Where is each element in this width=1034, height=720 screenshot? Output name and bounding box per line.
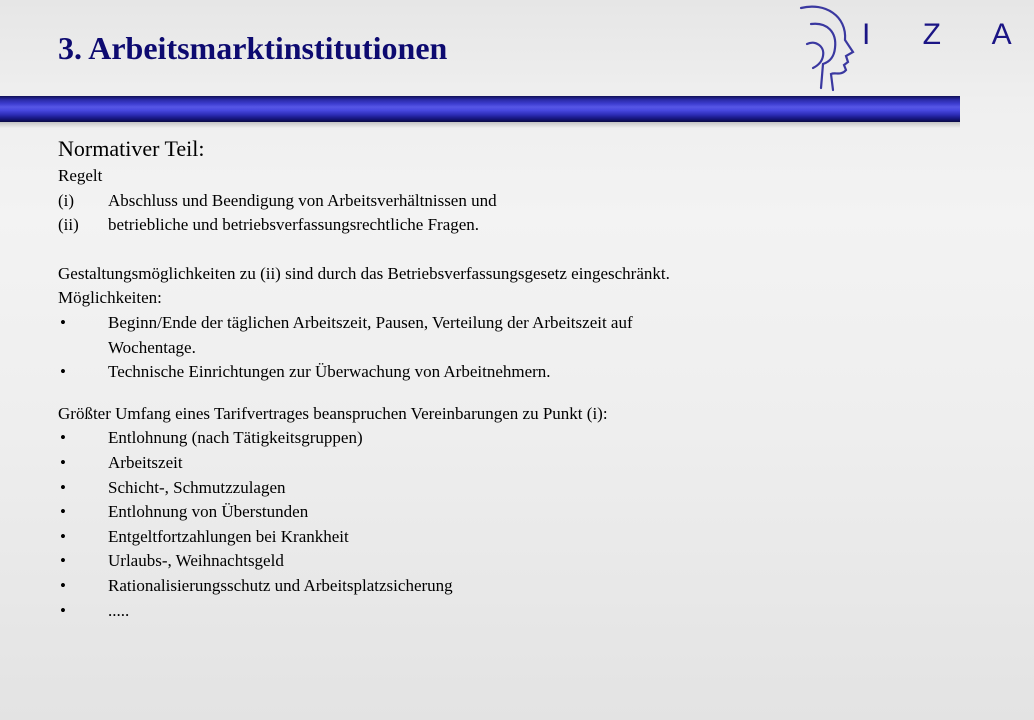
moeglichkeiten-label: Möglichkeiten: [58,288,162,308]
bullet-icon: • [60,551,66,571]
bullet-text: Entlohnung von Überstunden [108,502,309,522]
bullet-icon: • [60,312,66,332]
bullet-item [58,451,938,476]
numbered-marker: (ii) [58,215,79,235]
bullet-item [58,599,938,624]
bullet-item [58,426,938,451]
bullet-icon: • [60,502,66,522]
section-heading: Normativer Teil: [58,136,205,161]
numbered-marker: (i) [58,190,75,210]
bullet-item [58,476,938,501]
tarif-intro: Größter Umfang eines Tarifvertrages beanspruchen Vereinbarungen zu Punkt (i): [58,403,608,423]
numbered-text: Abschluss und Beendigung von Arbeitsverhältnissen und [108,190,497,210]
bullet-icon: • [60,526,66,546]
bullet-icon: • [60,477,66,497]
numbered-text: betriebliche und betriebsverfassungsrechtliche Fragen. [108,215,480,235]
bullet-icon: • [60,452,66,472]
bullet-item [58,500,938,525]
iza-logo-text: I Z A [862,18,1034,51]
slide-title: 3. Arbeitsmarktinstitutionen [58,30,448,66]
bullet-item [58,574,938,599]
slide-header [0,0,1034,96]
bullet-text: Entlohnung (nach Tätigkeitsgruppen) [108,428,363,448]
bullet-text: Beginn/Ende der täglichen Arbeitszeit, Pausen, Verteilung der Arbeitszeit auf [108,312,633,332]
bullet-text: ..... [108,600,130,620]
bullet-text: Rationalisierungsschutz und Arbeitsplatzsicherung [108,575,453,595]
bullet-text: Arbeitszeit [108,452,183,472]
bullet-item [58,311,938,336]
bullet-item [58,360,938,385]
slide-body [58,134,938,623]
bullet-icon: • [60,575,66,595]
head-profile-icon [795,4,857,92]
bullet-text: Entgeltfortzahlungen bei Krankheit [108,526,349,546]
bullet-icon: • [60,600,66,620]
bullet-text: Urlaubs-, Weihnachtsgeld [108,551,284,571]
bullet-item [58,525,938,550]
bullet-text: Technische Einrichtungen zur Überwachung von Arbeitnehmern. [108,362,551,382]
gestaltung-text: Gestaltungsmöglichkeiten zu (ii) sind durch das Betriebsverfassungsgesetz eingeschränkt. [58,263,670,283]
header-bar-shadow [0,122,960,128]
bullet-icon: • [60,428,66,448]
bullet-text: Schicht-, Schmutzzulagen [108,477,286,497]
header-divider-bar [0,96,960,122]
bullet-icon: • [60,362,66,382]
numbered-item [58,213,938,238]
bullet-item [58,549,938,574]
numbered-item [58,189,938,214]
bullet-text-continuation: Wochentage. [108,337,196,357]
regelt-label: Regelt [58,166,103,185]
